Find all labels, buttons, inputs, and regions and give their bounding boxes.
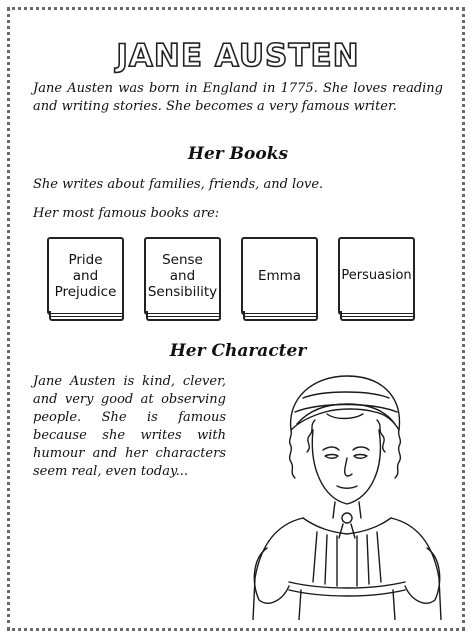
jane-austen-portrait [243,368,451,620]
book-title-line: Persuasion [341,268,412,283]
book-title-line: Sensibility [147,284,218,300]
books-line-2: Her most famous books are: [33,206,220,221]
book-cover [338,237,415,315]
books-line-1: She writes about families, friends, and love. [33,177,324,192]
book-cover [241,237,318,315]
book-title-line: Sense [162,252,203,268]
book-sense-and-sensibility [144,237,219,321]
book-title-line: Prejudice [54,284,117,300]
book-title-line: and [169,268,196,284]
book-title-line: and [72,268,99,284]
character-paragraph: Jane Austen is kind, clever, and very good at observing people. She is famous because she writes with humour and her characters seem real, even today... [33,374,226,479]
book-persuasion [338,237,413,321]
book-title-line: Emma [257,268,302,284]
intro-paragraph: Jane Austen was born in England in 1775. She loves reading and writing stories. She becomes a very famous writer. [33,81,443,114]
book-emma [241,237,316,321]
page-title: JANE AUSTEN [116,38,360,74]
character-heading: Her Character [169,341,307,361]
book-pages [243,311,318,321]
book-title-line: Pride [68,252,103,268]
book-pride-and-prejudice [47,237,122,321]
books-heading: Her Books [187,144,289,164]
book-cover [144,237,221,315]
book-pages [146,311,221,321]
book-pages [49,311,124,321]
book-pages [340,311,415,321]
book-cover [47,237,124,315]
